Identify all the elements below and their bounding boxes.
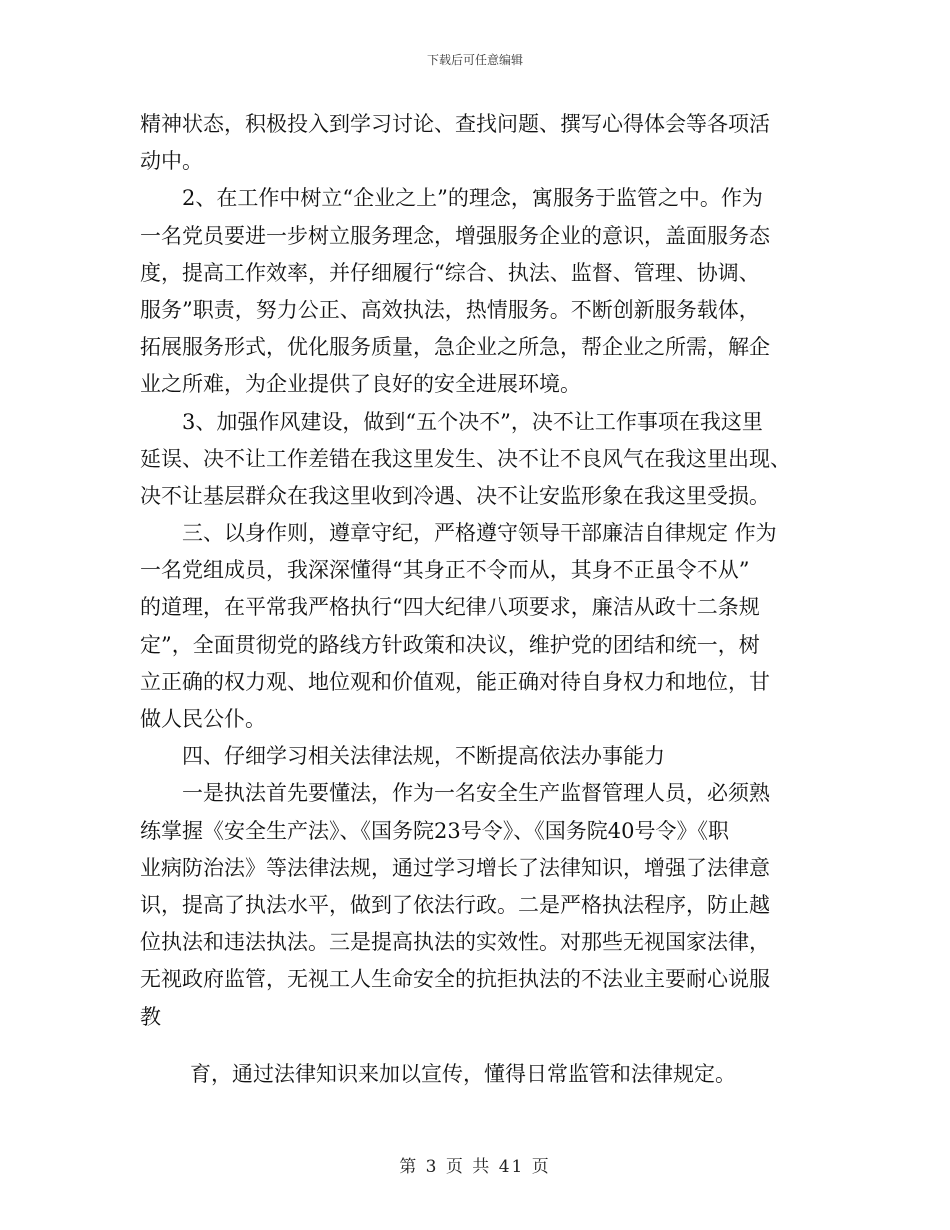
text-line: 2、在工作中树立“企业之上”的理念，寓服务于监管之中。作为 <box>182 186 763 211</box>
text-line: 练掌握《安全生产法》、《国务院23号令》、《国务院40号令》《职 <box>140 818 729 843</box>
text-line: 拓展服务形式，优化服务质量，急企业之所急，帮企业之所需，解企 <box>140 335 770 360</box>
text-line: 精神状态，积极投入到学习讨论、查找问题、撰写心得体会等各项活 <box>140 112 770 136</box>
text-line: 一名党员要进一步树立服务理念，增强服务企业的意识，盖面服务态 <box>140 223 770 248</box>
text-line: 业病防治法》等法律法规，通过学习增长了法律知识，增强了法律意 <box>140 855 770 880</box>
document-body <box>140 106 812 1093</box>
text-line: 识，提高了执法水平，做到了依法行政。二是严格执法程序，防止越 <box>140 892 770 917</box>
text-line: 一名党组成员，我深深懂得“其身正不令而从，其身不正虽令不从” <box>140 558 750 583</box>
text-line: 三、以身作则，遵章守纪，严格遵守领导干部廉洁自律规定 作为 <box>182 521 777 546</box>
page-header: 下载后可任意编辑 <box>426 53 523 67</box>
text-line: 做人民公仆。 <box>140 707 266 731</box>
text-line: 四、仔细学习相关法律法规，不断提高依法办事能力 <box>182 744 665 769</box>
text-line: 决不让基层群众在我这里收到冷遇、决不让安监形象在我这里受损。 <box>140 483 770 508</box>
text-line: 位执法和违法执法。三是提高执法的实效性。对那些无视国家法律， <box>140 930 770 955</box>
text-line: 服务”职责，努力公正、高效执法，热情服务。不断创新服务载体， <box>140 297 760 322</box>
text-line: 育，通过法律知识来加以宣传，懂得日常监管和法律规定。 <box>190 1061 736 1086</box>
text-line: 教 <box>140 1004 161 1029</box>
text-line: 业之所难，为企业提供了良好的安全进展环境。 <box>140 372 581 397</box>
text-line: 的道理，在平常我严格执行“四大纪律八项要求，廉洁从政十二条规 <box>140 595 760 620</box>
text-line: 无视政府监管，无视工人生命安全的抗拒执法的不法业主要耐心说服 <box>140 967 770 992</box>
text-line: 立正确的权力观、地位观和价值观，能正确对待自身权力和地位，甘 <box>140 669 770 694</box>
text-line: 动中。 <box>140 149 203 174</box>
text-line: 延误、决不让工作差错在我这里发生、决不让不良风气在我这里出现、 <box>140 446 791 471</box>
text-line: 度，提高工作效率，并仔细履行“综合、执法、监督、管理、协调、 <box>140 260 760 285</box>
text-line: 一是执法首先要懂法，作为一名安全生产监督管理人员，必须熟 <box>182 781 770 806</box>
text-line: 定”，全面贯彻党的路线方针政策和决议，维护党的团结和统一，树 <box>140 632 760 657</box>
text-line: 3、加强作风建设，做到“五个决不”，决不让工作事项在我这里 <box>182 409 763 434</box>
page-number-footer: 第 3 页 共 41 页 <box>399 1157 551 1177</box>
